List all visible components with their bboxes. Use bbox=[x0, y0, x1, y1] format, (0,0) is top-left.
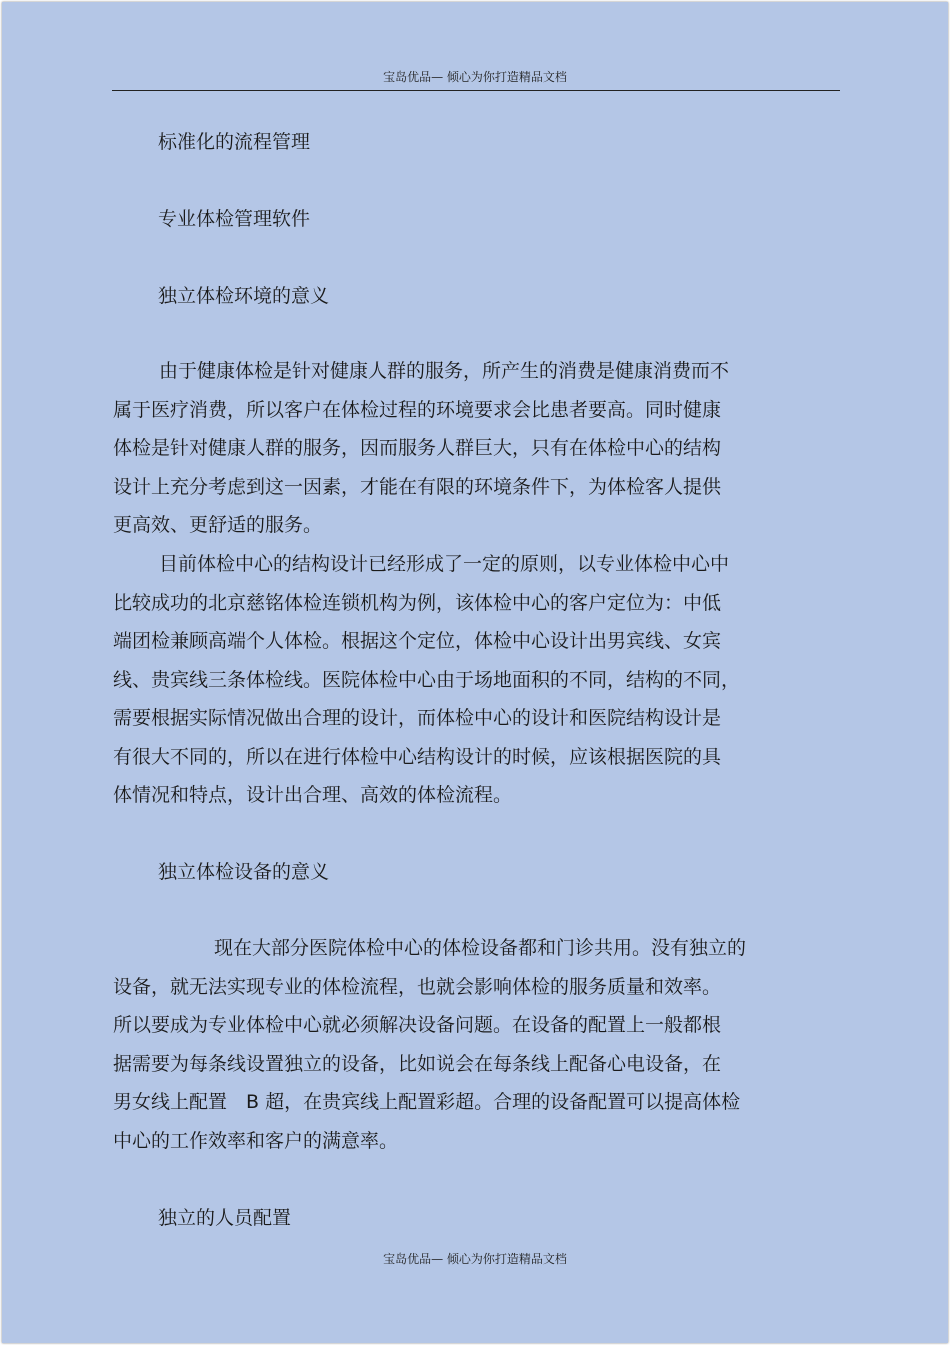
page-header: 宝岛优品— 倾心为你打造精品文档 bbox=[383, 70, 567, 84]
heading-independent-environment: 独立体检环境的意义 bbox=[158, 285, 330, 307]
header-divider bbox=[112, 90, 840, 91]
paragraph-line: 男女线上配置 B 超，在贵宾线上配置彩超。合理的设备配置可以提高体检 bbox=[113, 1091, 741, 1113]
paragraph-line: 线、贵宾线三条体检线。医院体检中心由于场地面积的不同，结构的不同， bbox=[113, 668, 741, 691]
paragraph-line: 比较成功的北京慈铭体检连锁机构为例，该体检中心的客户定位为：中低 bbox=[113, 591, 722, 614]
heading-independent-equipment: 独立体检设备的意义 bbox=[158, 861, 330, 883]
paragraph-equipment bbox=[113, 929, 803, 1160]
paragraph-line: 目前体检中心的结构设计已经形成了一定的原则，以专业体检中心中 bbox=[159, 553, 730, 575]
paragraph-line: 设备，就无法实现专业的体检流程，也就会影响体检的服务质量和效率。 bbox=[113, 975, 722, 998]
paragraph-line: 由于健康体检是针对健康人群的服务，所产生的消费是健康消费而不 bbox=[159, 360, 730, 382]
document-page bbox=[2, 2, 948, 1343]
page-footer: 宝岛优品— 倾心为你打造精品文档 bbox=[383, 1252, 567, 1266]
paragraph-line: 端团检兼顾高端个人体检。根据这个定位，体检中心设计出男宾线、女宾 bbox=[113, 630, 722, 652]
paragraph-line: 据需要为每条线设置独立的设备，比如说会在每条线上配备心电设备，在 bbox=[113, 1052, 722, 1075]
paragraph-line: 体检是针对健康人群的服务，因而服务人群巨大，只有在体检中心的结构 bbox=[113, 437, 722, 459]
paragraph-line: 有很大不同的，所以在进行体检中心结构设计的时候，应该根据医院的具 bbox=[113, 745, 722, 768]
paragraph-line: 中心的工作效率和客户的满意率。 bbox=[113, 1129, 399, 1152]
heading-management-software: 专业体检管理软件 bbox=[158, 208, 311, 230]
paragraph-structure-design bbox=[113, 545, 803, 815]
paragraph-line: 设计上充分考虑到这一因素，才能在有限的环境条件下，为体检客人提供 bbox=[113, 475, 722, 498]
paragraph-line: 体情况和特点，设计出合理、高效的体检流程。 bbox=[113, 784, 513, 806]
paragraph-line: 现在大部分医院体检中心的体检设备都和门诊共用。没有独立的 bbox=[214, 937, 747, 959]
paragraph-line: 属于医疗消费，所以客户在体检过程的环境要求会比患者要高。同时健康 bbox=[113, 398, 722, 421]
paragraph-line: 需要根据实际情况做出合理的设计，而体检中心的设计和医院结构设计是 bbox=[113, 707, 722, 729]
paragraph-line: 所以要成为专业体检中心就必须解决设备问题。在设备的配置上一般都根 bbox=[113, 1014, 722, 1036]
paragraph-environment bbox=[113, 352, 803, 545]
heading-standard-process: 标准化的流程管理 bbox=[158, 131, 311, 153]
heading-independent-staff: 独立的人员配置 bbox=[158, 1207, 292, 1229]
paragraph-line: 更高效、更舒适的服务。 bbox=[113, 514, 323, 536]
